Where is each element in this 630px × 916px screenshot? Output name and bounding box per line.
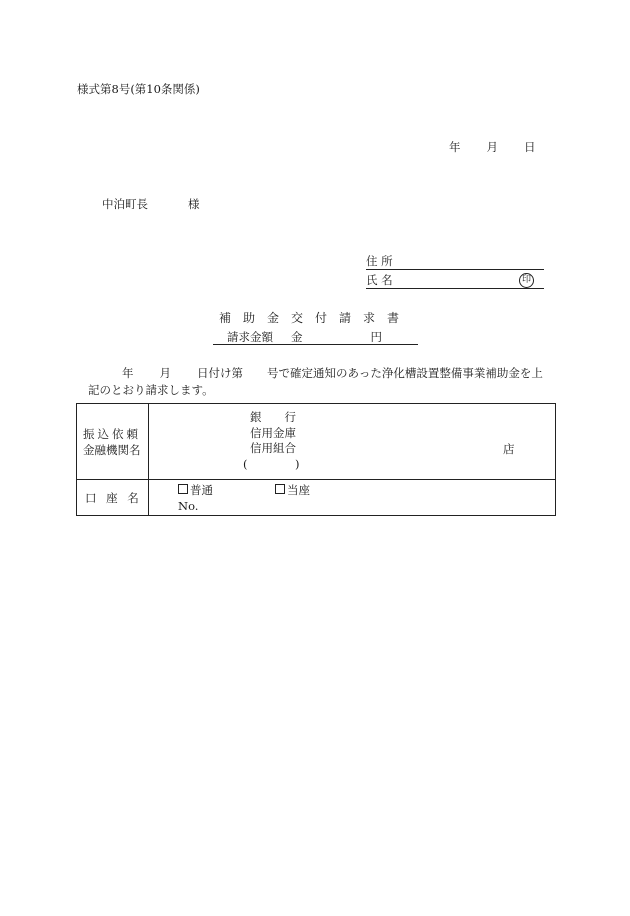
amount-label: 請求金額 — [227, 330, 273, 344]
date-year-label: 年 — [449, 140, 461, 154]
account-type-current-label: 当座 — [287, 483, 310, 497]
bank-info-table — [76, 403, 556, 516]
account-number-label: No. — [178, 499, 199, 513]
bank-label-cell — [83, 427, 141, 458]
date-line — [449, 141, 536, 155]
checkbox-icon[interactable] — [178, 484, 188, 494]
table-row-divider — [77, 479, 555, 480]
addressee-honorific: 様 — [188, 197, 200, 211]
addressee-name: 中泊町長 — [102, 197, 148, 211]
bank-type-kumiai: 信用組合 — [250, 441, 296, 456]
bank-label-line2: 金融機関名 — [83, 442, 141, 457]
body-text: 号で確定通知のあった浄化槽設置整備事業補助金を上 — [267, 366, 543, 380]
checkbox-icon[interactable] — [275, 484, 285, 494]
applicant-address-field[interactable] — [366, 255, 544, 270]
applicant-name-field[interactable] — [366, 274, 544, 289]
name-label: 氏 名 — [366, 273, 393, 287]
body-month-label: 月 — [159, 366, 171, 380]
body-year-label: 年 — [122, 366, 134, 380]
account-label: 口 座 名 — [85, 491, 142, 505]
account-type-ordinary[interactable] — [178, 483, 213, 499]
bank-type-bank: 銀 行 — [250, 410, 296, 424]
form-number: 様式第8号(第10条関係) — [77, 82, 200, 96]
bank-label-line1: 振込依頼 — [83, 427, 141, 441]
date-day-label: 日 — [524, 140, 536, 154]
body-text-line-2: 記のとおり請求します。 — [88, 383, 214, 397]
request-amount-field[interactable] — [213, 331, 418, 345]
date-month-label: 月 — [486, 140, 498, 154]
amount-prefix: 金 — [291, 330, 303, 344]
document-title: 補助金交付請求書 — [218, 311, 411, 325]
bank-paren-close: ) — [295, 457, 300, 471]
bank-paren-open: ( — [243, 457, 248, 471]
account-type-ordinary-label: 普通 — [190, 483, 213, 497]
branch-suffix: 店 — [503, 442, 515, 456]
amount-unit: 円 — [370, 330, 382, 344]
addressee — [102, 198, 200, 212]
body-date-suffix: 日付け第 — [197, 366, 243, 380]
bank-type-options — [250, 410, 296, 457]
address-label: 住 所 — [366, 254, 393, 268]
table-column-divider — [148, 404, 149, 515]
seal-icon: 印 — [519, 273, 534, 288]
account-type-current[interactable] — [275, 483, 310, 499]
body-text-line-1 — [122, 367, 543, 381]
bank-type-shinkin: 信用金庫 — [250, 425, 296, 440]
